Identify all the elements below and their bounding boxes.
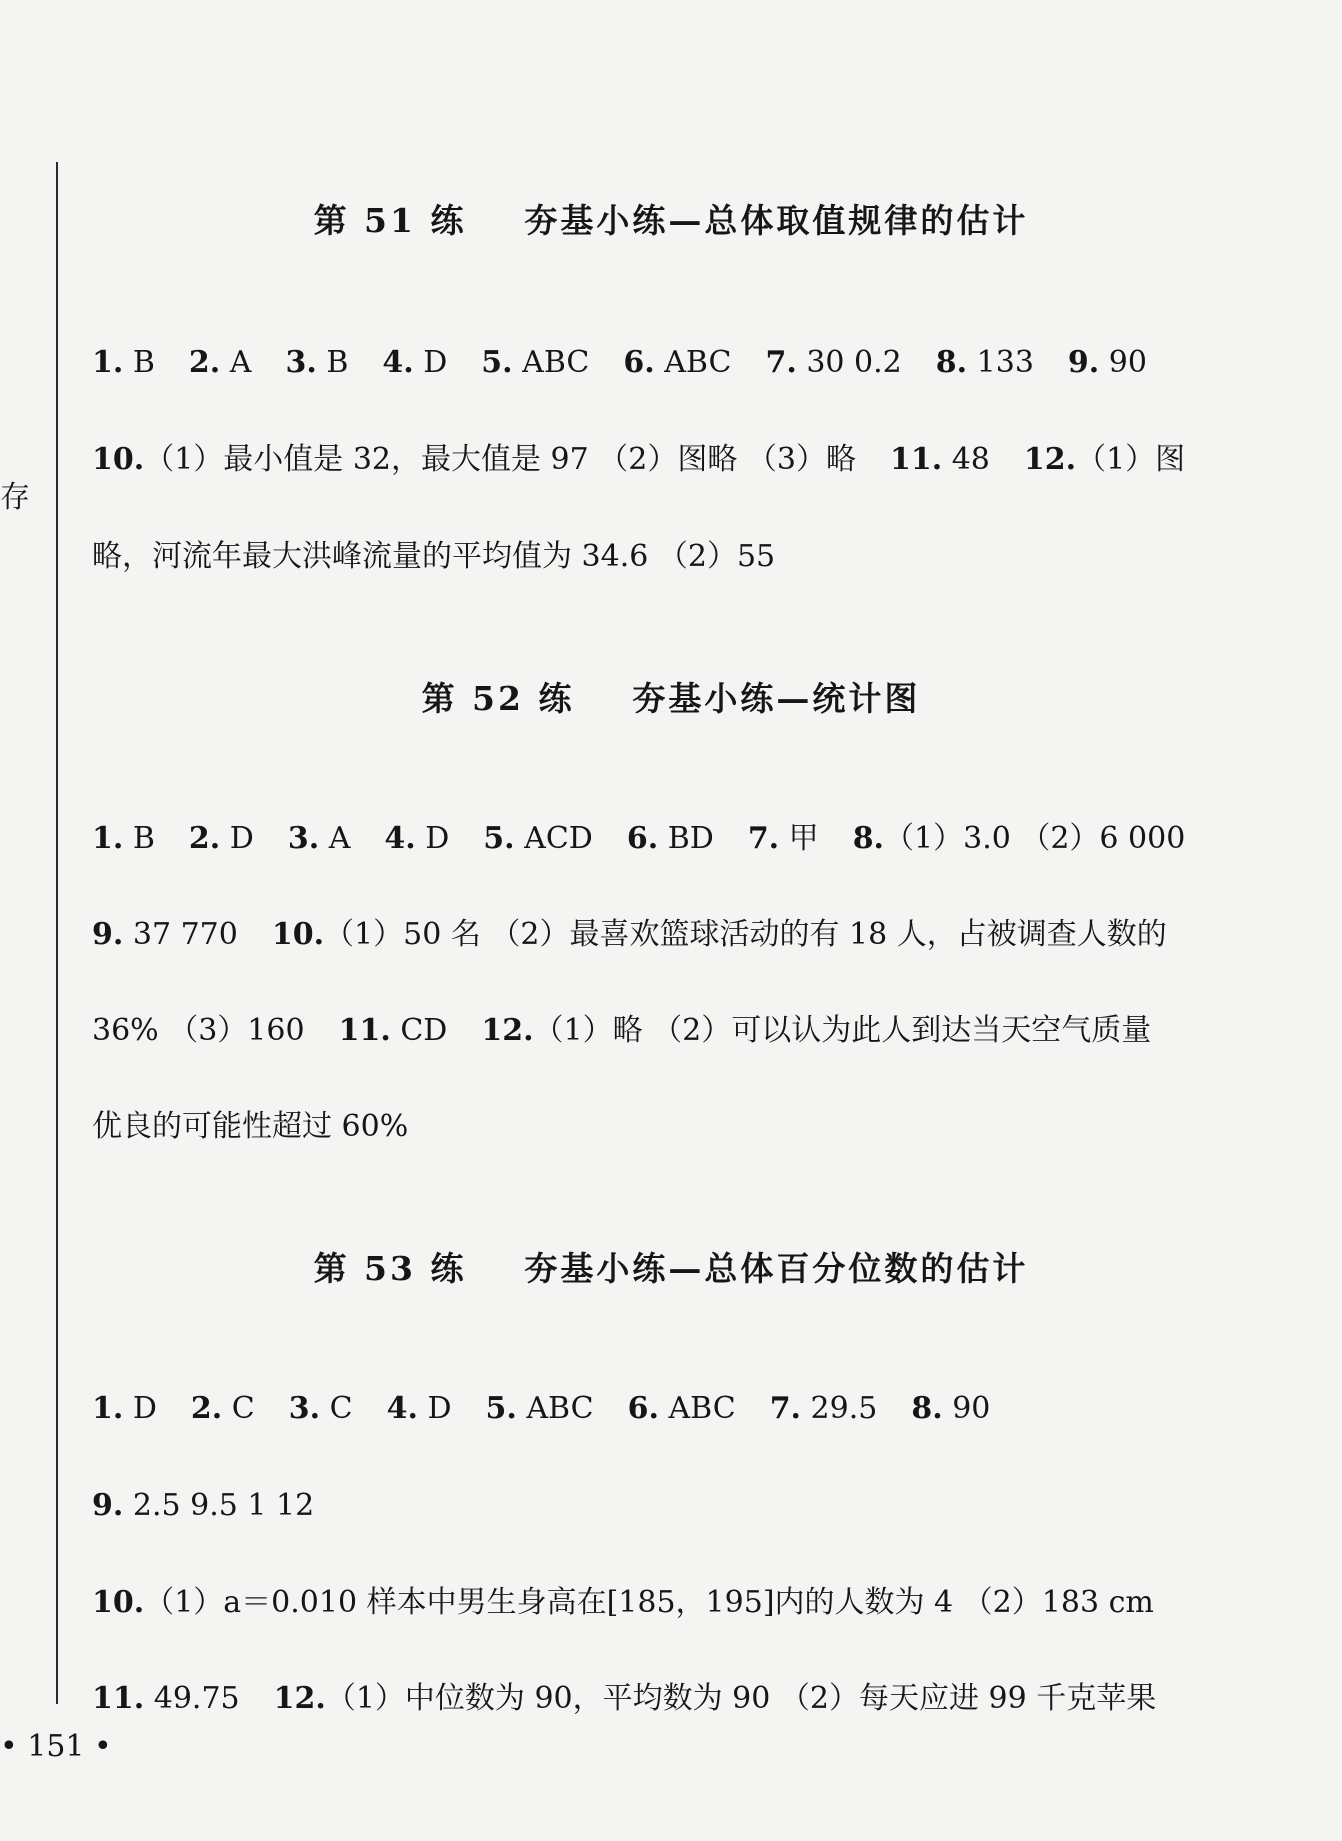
answer-text: 90 xyxy=(942,1391,991,1426)
question-number: 11. xyxy=(889,442,943,477)
answer-text: 30 0.2 xyxy=(796,345,902,380)
answer-item xyxy=(92,917,238,952)
answer-text: 2.5 9.5 1 12 xyxy=(123,1488,315,1523)
answer-text: D xyxy=(123,1391,157,1426)
answer-text: （1）略 （2）可以认为此人到达当天空气质量 xyxy=(533,1013,1152,1048)
question-number: 3. xyxy=(288,1391,321,1426)
question-number: 4. xyxy=(384,821,416,856)
question-number: 2. xyxy=(188,821,221,856)
answer-line xyxy=(92,1388,990,1430)
question-number: 10. xyxy=(271,917,325,952)
answer-line xyxy=(92,342,1147,384)
question-number: 5. xyxy=(481,345,513,380)
question-number: 6. xyxy=(623,345,655,380)
answer-item xyxy=(189,821,254,856)
answer-line xyxy=(92,536,775,578)
answer-text: ACD xyxy=(514,821,593,856)
answer-item xyxy=(92,1681,240,1716)
question-number: 10. xyxy=(92,442,145,477)
answer-text: （1）中位数为 90，平均数为 90 （2）每天应进 99 千克苹果 xyxy=(325,1681,1157,1716)
section-title-51: 第 51 练 夯基小练—总体取值规律的估计 xyxy=(313,201,1029,240)
answer-item xyxy=(1024,442,1185,477)
question-number: 6. xyxy=(626,821,659,856)
question-number: 4. xyxy=(382,345,414,380)
question-number: 9. xyxy=(92,1488,124,1523)
question-number: 1. xyxy=(92,821,124,856)
question-number: 10. xyxy=(92,1585,145,1620)
answer-item xyxy=(770,1391,878,1426)
answer-item xyxy=(911,1391,990,1426)
answer-line xyxy=(92,1106,408,1148)
answer-item xyxy=(191,1391,255,1426)
answer-text: B xyxy=(123,821,155,856)
answer-item xyxy=(288,821,351,856)
question-number: 8. xyxy=(852,821,885,856)
answer-item xyxy=(486,1391,594,1426)
question-number: 6. xyxy=(627,1391,659,1426)
question-number: 9. xyxy=(1067,345,1100,380)
answer-item xyxy=(92,539,775,574)
answer-line xyxy=(92,914,1167,956)
question-number: 7. xyxy=(769,1391,802,1426)
answer-line xyxy=(92,439,1185,481)
question-number: 2. xyxy=(188,345,221,380)
answer-line xyxy=(92,1485,314,1527)
margin-fragment-char: 存 xyxy=(0,480,30,515)
answer-text: （1）最小值是 32，最大值是 97 （2）图略 （3）略 xyxy=(144,442,856,477)
section-title-52: 第 52 练 夯基小练—统计图 xyxy=(421,679,921,718)
question-number: 2. xyxy=(190,1391,223,1426)
binding-margin-line xyxy=(56,162,58,1704)
answer-line xyxy=(92,818,1185,860)
question-number: 3. xyxy=(287,821,320,856)
question-number: 11. xyxy=(92,1681,145,1716)
answer-item xyxy=(274,1681,1157,1716)
answer-item xyxy=(339,1013,448,1048)
question-number: 8. xyxy=(911,1391,943,1426)
answer-text: 37 770 xyxy=(123,917,238,952)
answer-item xyxy=(384,821,449,856)
answer-item xyxy=(936,345,1034,380)
answer-item xyxy=(92,1013,305,1048)
answer-text: ABC xyxy=(512,345,590,380)
question-number: 9. xyxy=(92,917,124,952)
answer-text: D xyxy=(417,1391,452,1426)
question-number: 7. xyxy=(747,821,780,856)
section-title-53: 第 53 练 夯基小练—总体百分位数的估计 xyxy=(313,1249,1029,1288)
page-number: • 151 • xyxy=(0,1729,112,1764)
answer-text: 29.5 xyxy=(801,1391,878,1426)
answer-text: B xyxy=(316,345,349,380)
question-number: 8. xyxy=(935,345,968,380)
answer-item xyxy=(627,821,714,856)
answer-item xyxy=(387,1391,452,1426)
answer-item xyxy=(1068,345,1147,380)
question-number: 7. xyxy=(765,345,797,380)
answer-item xyxy=(382,345,447,380)
answer-item xyxy=(483,821,593,856)
question-number: 11. xyxy=(338,1013,391,1048)
answer-line xyxy=(92,1010,1151,1052)
question-number: 1. xyxy=(92,345,124,380)
answer-item xyxy=(481,1013,1151,1048)
answer-text: BD xyxy=(658,821,714,856)
answer-item xyxy=(92,821,155,856)
answer-item xyxy=(92,1585,1154,1620)
answer-text: 133 xyxy=(967,345,1034,380)
answer-item xyxy=(92,1109,408,1144)
answer-item xyxy=(890,442,990,477)
answer-item xyxy=(765,345,901,380)
answer-text: D xyxy=(415,821,450,856)
answer-line xyxy=(92,1678,1156,1720)
answer-text: 略，河流年最大洪峰流量的平均值为 34.6 （2）55 xyxy=(92,539,776,574)
answer-item xyxy=(481,345,589,380)
question-number: 5. xyxy=(483,821,515,856)
question-number: 12. xyxy=(1023,442,1077,477)
answer-text: （1）50 名 （2）最喜欢篮球活动的有 18 人，占被调查人数的 xyxy=(324,917,1167,952)
question-number: 4. xyxy=(386,1391,418,1426)
answer-item xyxy=(92,442,856,477)
answer-text: 48 xyxy=(942,442,990,477)
answer-text: 优良的可能性超过 60% xyxy=(92,1109,409,1144)
answer-item xyxy=(628,1391,736,1426)
answer-text: B xyxy=(123,345,155,380)
answer-item xyxy=(272,917,1167,952)
answer-line xyxy=(92,1582,1154,1624)
answer-item xyxy=(92,1391,157,1426)
answer-text: （1）图 xyxy=(1076,442,1186,477)
answer-text: （1）a＝0.010 样本中男生身高在[185，195]内的人数为 4 （2）183 cm xyxy=(144,1585,1154,1620)
answer-item xyxy=(285,345,348,380)
answer-item xyxy=(623,345,731,380)
answer-text: 36% （3）160 xyxy=(92,1013,305,1048)
answer-item xyxy=(853,821,1186,856)
question-number: 12. xyxy=(273,1681,326,1716)
answer-text: C xyxy=(320,1391,353,1426)
answer-text: A xyxy=(220,345,252,380)
answer-text: C xyxy=(222,1391,255,1426)
answer-item xyxy=(92,345,155,380)
answer-text: 49.75 xyxy=(144,1681,240,1716)
answer-text: CD xyxy=(390,1013,448,1048)
answer-text: A xyxy=(319,821,351,856)
answer-item xyxy=(748,821,819,856)
answer-item xyxy=(289,1391,353,1426)
question-number: 5. xyxy=(485,1391,517,1426)
answer-text: （1）3.0 （2）6 000 xyxy=(884,821,1186,856)
answer-text: ABC xyxy=(516,1391,594,1426)
answer-text: D xyxy=(413,345,448,380)
answer-text: D xyxy=(220,821,254,856)
answer-item xyxy=(189,345,252,380)
answer-text: ABC xyxy=(654,345,732,380)
question-number: 12. xyxy=(481,1013,534,1048)
answer-text: 90 xyxy=(1099,345,1147,380)
question-number: 1. xyxy=(92,1391,124,1426)
answer-item xyxy=(92,1488,314,1523)
answer-text: ABC xyxy=(658,1391,736,1426)
answer-text: 甲 xyxy=(779,821,819,856)
question-number: 3. xyxy=(285,345,317,380)
